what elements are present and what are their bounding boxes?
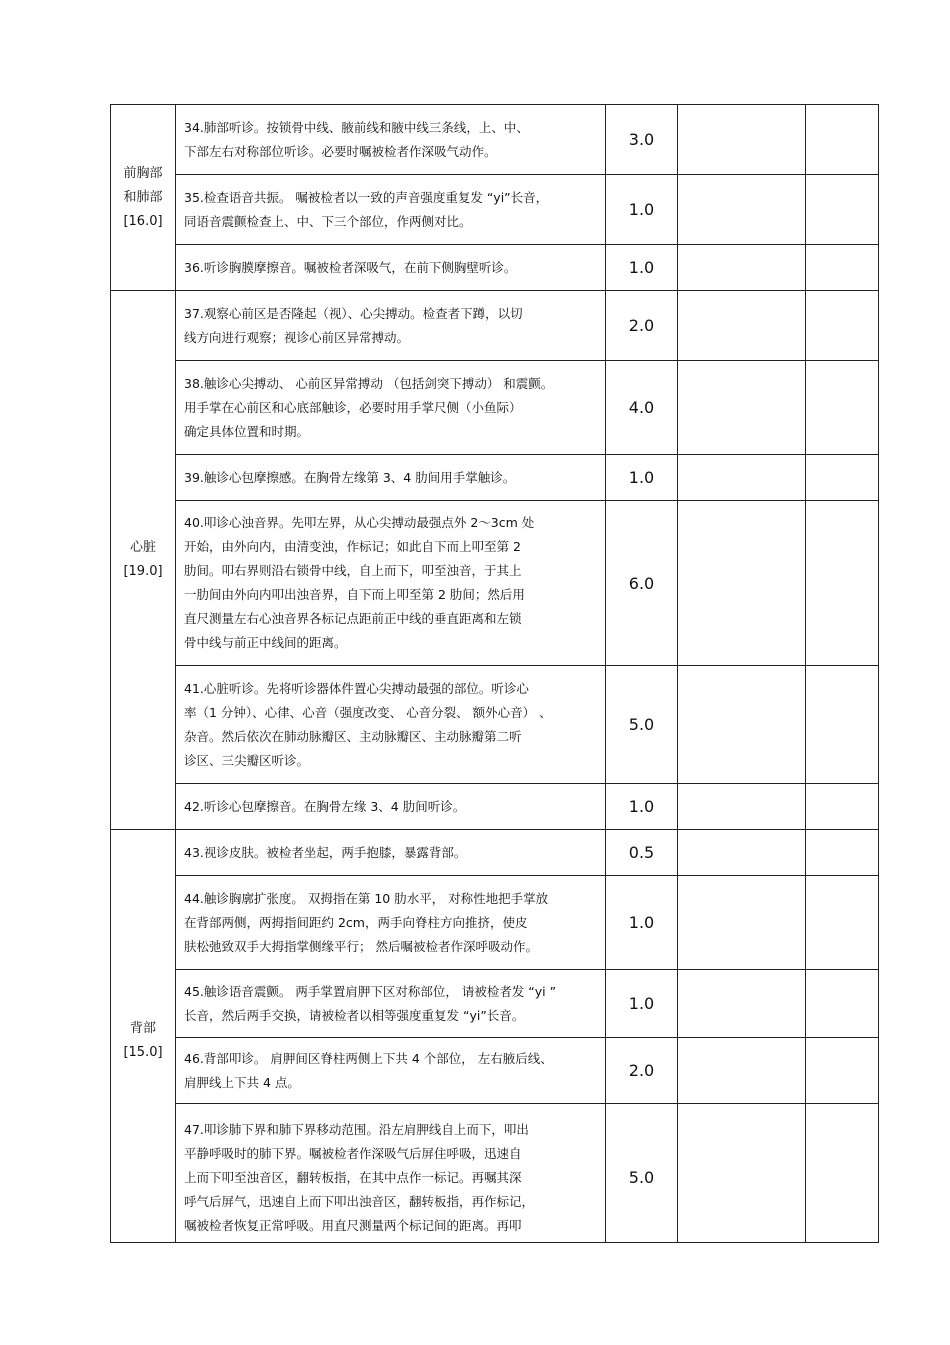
blank-cell-deduction bbox=[678, 1104, 806, 1244]
table-bottom-border bbox=[110, 1242, 878, 1243]
item-text: 47.叩诊肺下界和肺下界移动范围。沿左肩胛线自上而下，叩出 平静呼吸时的肺下界。嘱被检者作深吸气后屏住呼吸，迅速自 上而下叩至浊音区，翻转板指，在其中点作一标记。再嘱其深 呼气后屏气，迅速自上而下叩出浊音区，翻转板指，再作标记， 嘱被检者恢复正常呼吸。用直尺测量两个标记间的距离。再叩 bbox=[184, 1121, 535, 1233]
blank-cell-remark bbox=[806, 666, 879, 784]
blank-cell-deduction bbox=[678, 105, 806, 175]
item-score: 5.0 bbox=[606, 666, 678, 784]
blank-cell-remark bbox=[806, 1038, 879, 1104]
blank-cell-remark bbox=[806, 830, 879, 876]
blank-cell-remark bbox=[806, 784, 879, 830]
item-score: 2.0 bbox=[606, 291, 678, 361]
blank-cell-remark bbox=[806, 501, 879, 666]
blank-cell-deduction bbox=[678, 784, 806, 830]
item-description bbox=[176, 970, 606, 1038]
table-row bbox=[111, 501, 879, 666]
item-description bbox=[176, 455, 606, 501]
item-score: 1.0 bbox=[606, 876, 678, 970]
table-row bbox=[111, 455, 879, 501]
blank-cell-remark bbox=[806, 876, 879, 970]
item-text: 40.叩诊心浊音界。先叩左界，从心尖搏动最强点外 2～3cm 处 开始，由外向内，由清变浊，作标记；如此自下而上叩至第 2 肋间。叩右界则沿右锁骨中线，自上而下，叩至浊音，于其上 一肋间由外向内叩出浊音界，自下而上叩至第 2 肋间；然后用 直尺测量左右心浊音界各标记点距前正中线的垂直距离和左锁 骨中线与前正中线间的距离。 bbox=[184, 515, 535, 650]
item-score: 5.0 bbox=[606, 1104, 678, 1244]
blank-cell-deduction bbox=[678, 970, 806, 1038]
section-label bbox=[111, 830, 176, 1244]
table-row bbox=[111, 876, 879, 970]
item-score: 1.0 bbox=[606, 970, 678, 1038]
table-row bbox=[111, 105, 879, 175]
item-description bbox=[176, 1104, 606, 1244]
item-score: 6.0 bbox=[606, 501, 678, 666]
section-label-line: 前胸部 bbox=[123, 165, 163, 181]
blank-cell-deduction bbox=[678, 455, 806, 501]
item-score: 1.0 bbox=[606, 455, 678, 501]
section-label-line: [16.0] bbox=[123, 213, 163, 229]
item-score: 2.0 bbox=[606, 1038, 678, 1104]
item-description bbox=[176, 501, 606, 666]
section-label bbox=[111, 291, 176, 830]
item-description bbox=[176, 175, 606, 245]
section-label-line: 和肺部 bbox=[123, 189, 163, 205]
blank-cell-remark bbox=[806, 455, 879, 501]
blank-cell-remark bbox=[806, 245, 879, 291]
item-text: 41.心脏听诊。先将听诊器体件置心尖搏动最强的部位。听诊心 率（1 分钟）、心律、心音（强度改变、 心音分裂、 额外心音） 、 杂音。然后依次在肺动脉瓣区、主动脉瓣区、主动脉瓣第二听 诊区、三尖瓣区听诊。 bbox=[184, 680, 552, 768]
item-text: 45.触诊语音震颤。 两手掌置肩胛下区对称部位， 请被检者发 “yi ” 长音，然后两手交换，请被检者以相等强度重复发 “yi”长音。 bbox=[184, 983, 557, 1023]
table-row bbox=[111, 1104, 879, 1244]
table-row bbox=[111, 245, 879, 291]
item-description bbox=[176, 666, 606, 784]
section-label bbox=[111, 105, 176, 291]
table-row bbox=[111, 361, 879, 455]
table-row bbox=[111, 784, 879, 830]
item-text: 44.触诊胸廓扩张度。 双拇指在第 10 肋水平， 对称性地把手掌放 在背部两侧，两拇指间距约 2cm，两手向脊柱方向推挤，使皮 肤松弛致双手大拇指掌侧缘平行； 然后嘱被检者作深呼吸动作。 bbox=[184, 890, 549, 954]
item-description bbox=[176, 784, 606, 830]
blank-cell-remark bbox=[806, 970, 879, 1038]
item-text: 38.触诊心尖搏动、 心前区异常搏动 （包括剑突下搏动） 和震颤。 用手掌在心前区和心底部触诊，必要时用手掌尺侧（小鱼际） 确定具体位置和时期。 bbox=[184, 375, 554, 439]
item-text: 34.肺部听诊。按锁骨中线、腋前线和腋中线三条线，上、中、 下部左右对称部位听诊。必要时嘱被检者作深吸气动作。 bbox=[184, 119, 529, 159]
section-label-line: 心脏 bbox=[129, 540, 156, 555]
blank-cell-remark bbox=[806, 105, 879, 175]
blank-cell-remark bbox=[806, 175, 879, 245]
item-text: 37.观察心前区是否隆起（视）、心尖搏动。检查者下蹲，以切 线方向进行观察；视诊心前区异常搏动。 bbox=[184, 305, 523, 345]
item-description bbox=[176, 830, 606, 876]
item-text: 46.背部叩诊。 肩胛间区脊柱两侧上下共 4 个部位， 左右腋后线、 肩胛线上下共 4 点。 bbox=[184, 1050, 553, 1090]
item-text: 39.触诊心包摩擦感。在胸骨左缘第 3、4 肋间用手掌触诊。 bbox=[184, 469, 516, 485]
item-text: 43.视诊皮肤。被检者坐起，两手抱膝，暴露背部。 bbox=[184, 844, 467, 860]
table-row bbox=[111, 175, 879, 245]
item-description bbox=[176, 245, 606, 291]
blank-cell-remark bbox=[806, 361, 879, 455]
blank-cell-deduction bbox=[678, 245, 806, 291]
blank-cell-deduction bbox=[678, 876, 806, 970]
item-score: 4.0 bbox=[606, 361, 678, 455]
item-description bbox=[176, 1038, 606, 1104]
item-text: 35.检查语音共振。 嘱被检者以一致的声音强度重复发 “yi”长音， 同语音震颤检查上、中、下三个部位，作两侧对比。 bbox=[184, 189, 549, 229]
blank-cell-remark bbox=[806, 291, 879, 361]
blank-cell-remark bbox=[806, 1104, 879, 1244]
item-description bbox=[176, 291, 606, 361]
section-label-line: [15.0] bbox=[123, 1044, 163, 1060]
item-score: 3.0 bbox=[606, 105, 678, 175]
item-score: 1.0 bbox=[606, 175, 678, 245]
blank-cell-deduction bbox=[678, 175, 806, 245]
item-score: 0.5 bbox=[606, 830, 678, 876]
table-row bbox=[111, 830, 879, 876]
blank-cell-deduction bbox=[678, 501, 806, 666]
table-row bbox=[111, 970, 879, 1038]
item-description bbox=[176, 876, 606, 970]
blank-cell-deduction bbox=[678, 666, 806, 784]
score-table bbox=[110, 104, 879, 1243]
blank-cell-deduction bbox=[678, 291, 806, 361]
table-row bbox=[111, 1038, 879, 1104]
blank-cell-deduction bbox=[678, 361, 806, 455]
item-score: 1.0 bbox=[606, 245, 678, 291]
table-row bbox=[111, 666, 879, 784]
item-score: 1.0 bbox=[606, 784, 678, 830]
item-description bbox=[176, 361, 606, 455]
section-label-line: 背部 bbox=[129, 1020, 156, 1036]
blank-cell-deduction bbox=[678, 830, 806, 876]
section-label-line: [19.0] bbox=[123, 564, 163, 579]
item-description bbox=[176, 105, 606, 175]
item-text: 36.听诊胸膜摩擦音。嘱被检者深吸气，在前下侧胸壁听诊。 bbox=[184, 259, 517, 275]
table-row bbox=[111, 291, 879, 361]
item-text: 42.听诊心包摩擦音。在胸骨左缘 3、4 肋间听诊。 bbox=[184, 798, 466, 814]
blank-cell-deduction bbox=[678, 1038, 806, 1104]
